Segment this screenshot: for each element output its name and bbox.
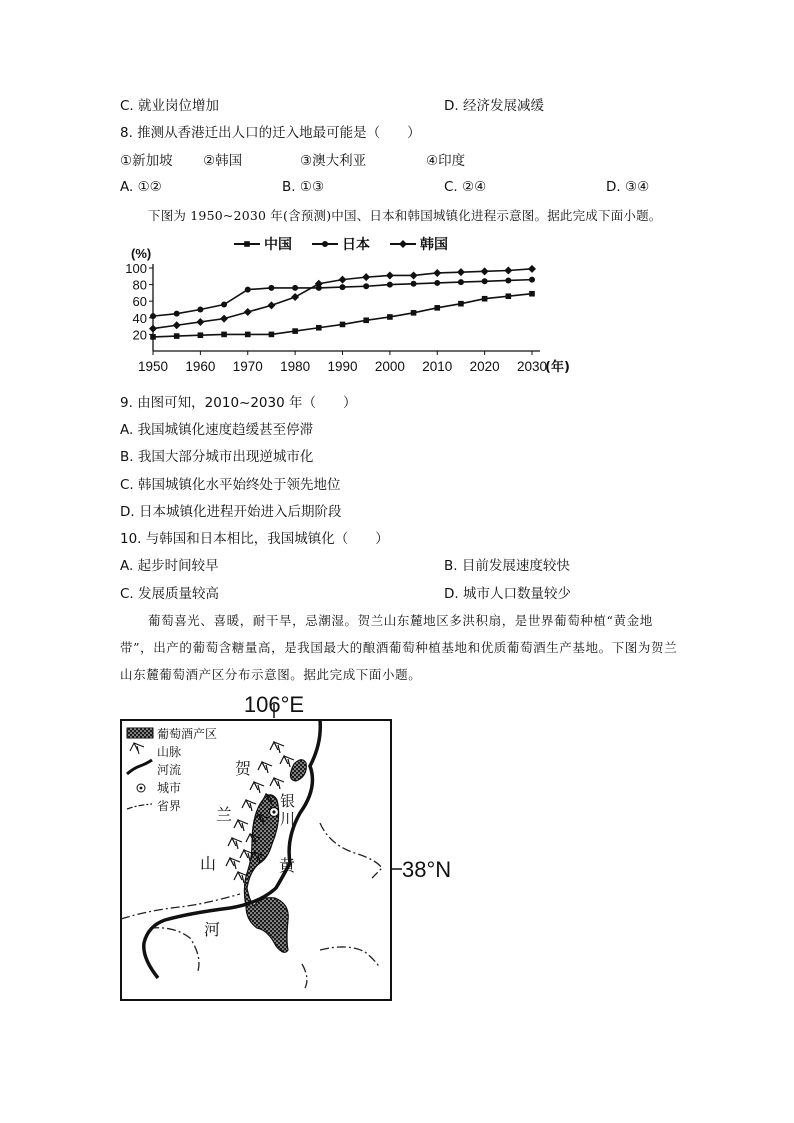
q9-option-c[interactable]: C. 韩国城镇化水平始终处于领先地位 [120, 477, 341, 493]
data-point-韩国 [173, 321, 181, 329]
y-tick-label: 100 [125, 261, 147, 276]
data-point-中国 [245, 332, 251, 338]
data-point-韩国 [149, 325, 157, 333]
data-point-韩国 [481, 267, 489, 275]
q7-option-d[interactable]: D. 经济发展减缓 [444, 98, 544, 114]
data-point-日本 [340, 284, 346, 290]
data-point-日本 [292, 285, 298, 291]
data-point-日本 [150, 313, 156, 319]
q10-option-c[interactable]: C. 发展质量较高 [120, 586, 220, 602]
q8-option-b[interactable]: B. ①③ [282, 179, 325, 195]
data-point-中国 [198, 332, 204, 338]
x-axis-label: (年) [545, 360, 570, 375]
x-tick-label: 2000 [374, 359, 405, 374]
data-point-日本 [458, 279, 464, 285]
data-point-韩国 [433, 269, 441, 277]
data-point-日本 [174, 311, 180, 317]
legend-label: 中国 [264, 237, 292, 253]
data-point-日本 [221, 302, 227, 308]
data-point-韩国 [528, 265, 536, 273]
data-point-日本 [482, 278, 488, 284]
legend-wine-icon [127, 728, 153, 738]
q9-stem: 9. 由图可知，2010~2030 年（ ） [120, 395, 357, 411]
legend-wine-label: 葡萄酒产区 [157, 727, 218, 741]
data-point-韩国 [504, 266, 512, 274]
data-point-中国 [363, 317, 369, 323]
legend-mountain-label: 山脉 [157, 745, 182, 759]
y-tick-label: 20 [132, 327, 147, 343]
data-point-韩国 [196, 318, 204, 326]
data-point-韩国 [315, 280, 323, 288]
river-label-1: 黄 [279, 856, 296, 875]
data-point-韩国 [362, 273, 370, 281]
q10-option-b[interactable]: B. 目前发展速度较快 [444, 558, 570, 574]
q8-option-a[interactable]: A. ①② [120, 179, 162, 195]
data-point-日本 [268, 285, 274, 291]
y-tick-label: 80 [132, 277, 147, 293]
city-label-2: 川 [280, 810, 296, 828]
data-point-中国 [292, 328, 298, 334]
data-point-日本 [411, 281, 417, 287]
y-tick-label: 60 [132, 294, 147, 310]
data-point-中国 [434, 305, 440, 311]
x-tick-label: 1970 [232, 359, 263, 374]
data-point-中国 [506, 293, 512, 299]
x-tick-label: 2030 [516, 359, 548, 374]
q8-item-3: ③澳大利亚 [300, 153, 367, 169]
legend-boundary-label: 省界 [157, 799, 182, 813]
data-point-韩国 [220, 315, 228, 323]
data-point-韩国 [339, 276, 347, 284]
q8-item-2: ②韩国 [203, 153, 243, 169]
data-point-中国 [221, 332, 227, 338]
data-point-中国 [269, 332, 275, 338]
q10-option-d[interactable]: D. 城市人口数量较少 [444, 586, 571, 602]
map-intro: 葡萄喜光、喜暖，耐干旱，忌潮湿。贺兰山东麓地区多洪积扇，是世界葡萄种植“黄金地带”，出产的葡萄含糖量高，是我国最大的酿酒葡萄种植基地和优质葡萄酒生产基地。下图为贺兰山东麓葡萄酒产区分布示意图。据此完成下面小题。 [120, 613, 678, 682]
x-tick-label: 1990 [327, 359, 358, 374]
data-point-日本 [387, 282, 393, 288]
data-point-韩国 [410, 271, 418, 279]
data-point-中国 [411, 310, 417, 316]
data-point-中国 [482, 296, 488, 302]
x-tick-label: 1950 [137, 359, 169, 374]
data-point-中国 [150, 334, 156, 340]
data-point-中国 [458, 301, 464, 307]
legend-label: 日本 [342, 237, 370, 253]
mountain-label-3: 山 [200, 854, 217, 873]
q8-option-d[interactable]: D. ③④ [606, 179, 650, 195]
legend-river-label: 河流 [157, 763, 182, 777]
data-point-韩国 [291, 293, 299, 301]
data-point-日本 [434, 280, 440, 286]
data-point-韩国 [244, 308, 252, 316]
y-tick-label: 40 [132, 310, 147, 326]
q8-item-4: ④印度 [426, 153, 466, 169]
data-point-日本 [505, 277, 511, 283]
legend-label: 韩国 [420, 237, 448, 253]
data-point-韩国 [267, 301, 275, 309]
mountain-label-2: 兰 [216, 805, 233, 824]
mountain-label-1: 贺 [235, 759, 252, 778]
data-point-韩国 [457, 268, 465, 276]
data-point-中国 [340, 322, 346, 328]
y-axis-label: (%) [131, 246, 152, 261]
data-point-日本 [197, 307, 203, 313]
data-point-中国 [529, 291, 535, 297]
longitude-label: 106°E [243, 692, 305, 717]
data-point-韩国 [386, 271, 394, 279]
river-label-2: 河 [204, 920, 221, 939]
legend-marker-韩国 [399, 240, 407, 248]
q8-item-1: ①新加坡 [120, 153, 173, 169]
chart-intro: 下图为 1950~2030 年(含预测)中国、日本和韩国城镇化进程示意图。据此完成下面小题。 [148, 208, 662, 223]
latitude-label: 38°N [402, 857, 452, 882]
x-tick-label: 1980 [280, 359, 311, 374]
urbanization-chart [116, 230, 596, 382]
helan-mountain-map [110, 688, 470, 1006]
data-point-中国 [387, 314, 393, 320]
data-point-中国 [316, 325, 322, 331]
legend-city-label: 城市 [157, 781, 182, 795]
data-point-日本 [363, 283, 369, 289]
q8-option-c[interactable]: C. ②④ [444, 179, 487, 195]
series-line-中国 [153, 294, 532, 337]
legend-marker-中国 [244, 241, 250, 247]
q10-option-a[interactable]: A. 起步时间较早 [120, 558, 219, 574]
q9-option-b[interactable]: B. 我国大部分城市出现逆城市化 [120, 449, 314, 465]
q8-stem: 8. 推测从香港迁出人口的迁入地最可能是（ ） [120, 125, 421, 141]
q7-option-c[interactable]: C. 就业岗位增加 [120, 98, 220, 114]
x-tick-label: 1960 [185, 359, 216, 374]
q10-stem: 10. 与韩国和日本相比，我国城镇化（ ） [120, 531, 389, 547]
q9-option-a[interactable]: A. 我国城镇化速度趋缓甚至停滞 [120, 422, 314, 438]
q9-option-d[interactable]: D. 日本城镇化进程开始进入后期阶段 [120, 504, 342, 520]
x-tick-label: 2010 [422, 359, 453, 374]
legend-marker-日本 [322, 241, 328, 247]
data-point-中国 [174, 333, 180, 339]
x-tick-label: 2020 [469, 359, 500, 374]
city-label-1: 银 [280, 792, 296, 810]
data-point-日本 [529, 277, 535, 283]
data-point-日本 [245, 287, 251, 293]
